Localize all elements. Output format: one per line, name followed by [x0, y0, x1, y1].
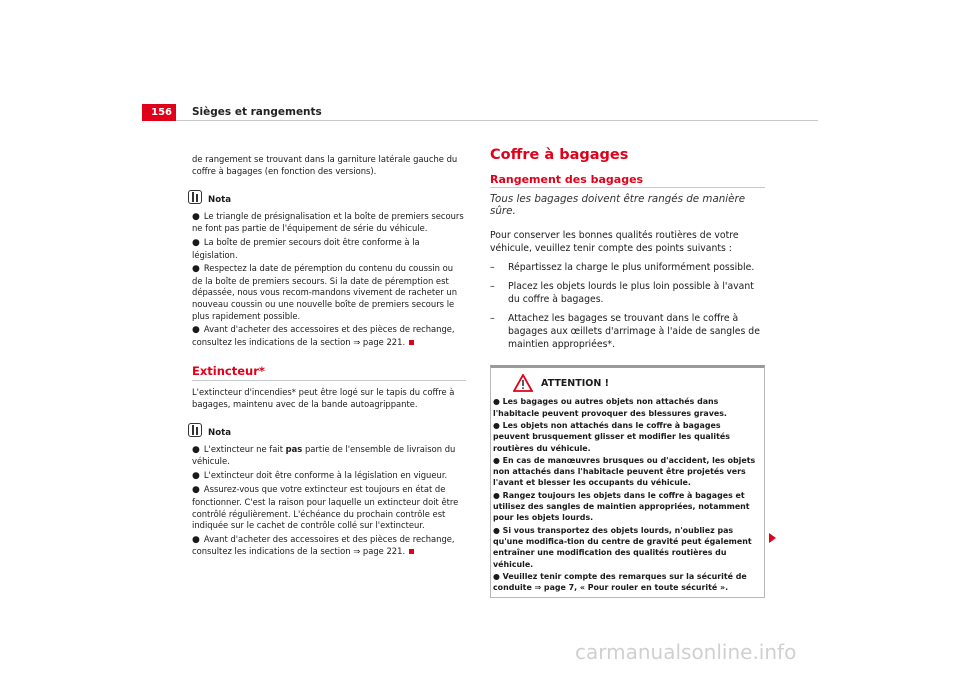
section-end-icon	[409, 340, 414, 345]
list-item: – Attachez les bagages se trouvant dans le coffre à bagages aux œillets d'arrimage à l'aide de sangles de maintien appropriées*.	[490, 313, 760, 351]
warning-box	[490, 365, 765, 598]
list-item: ● Respectez la date de péremption du contenu du coussin ou de la boîte de premiers secours. Si la date de péremption est dépassée, nous vous recom-mandons vivement de racheter un nouveau coussin ou une nouvelle boîte de premiers secours le plus rapidement possible.	[192, 263, 458, 321]
dash-icon: –	[490, 313, 495, 325]
bullet-icon: ●	[192, 237, 200, 248]
list-item: – Répartissez la charge le plus uniformément possible.	[490, 262, 755, 274]
bullet-icon: ●	[192, 325, 200, 336]
page-header-title: Sièges et rangements	[192, 106, 322, 118]
note-icon	[188, 423, 202, 437]
bullet-icon: ●	[192, 470, 200, 481]
warning-item: ● En cas de manœuvres brusques ou d'accident, les objets non attachés dans l'habitacle peuvent être projetés vers l'avant et blesser les occupants du véhicule.	[493, 455, 756, 488]
section-title-extincteur: Extincteur*	[192, 366, 466, 381]
nota-label: Nota	[208, 195, 232, 206]
main-section-title: Coffre à bagages	[490, 147, 629, 163]
bullet-icon: ●	[192, 485, 200, 496]
intro-text: de rangement se trouvant dans la garniture latérale gauche du coffre à bagages (en fonction des versions).	[192, 154, 458, 176]
left-column	[192, 154, 466, 558]
warning-label: ATTENTION !	[541, 377, 609, 389]
list-item: ● Assurez-vous que votre extincteur est toujours en état de fonctionner. C'est la raison pour laquelle un extincteur doit être contrôlé régulièrement. L'échéance du prochain contrôle est indiquée sur le cachet de contrôle collé sur l'extincteur.	[192, 484, 459, 531]
list-item: – Placez les objets lourds le plus loin possible à l'avant du coffre à bagages.	[490, 281, 754, 306]
list-item: ● La boîte de premier secours doit être conforme à la législation.	[192, 236, 420, 260]
list-item: ● L'extincteur doit être conforme à la législation en vigueur.	[192, 469, 448, 481]
header-rule	[176, 120, 818, 121]
nota-heading	[192, 420, 466, 440]
sub-section-title: Rangement des bagages	[490, 174, 765, 189]
watermark: carmanualsonline.info	[575, 640, 797, 664]
dash-icon: –	[490, 262, 495, 274]
warning-heading	[513, 374, 758, 392]
section-end-icon	[409, 549, 414, 554]
bullet-icon: ●	[493, 525, 503, 535]
nota-heading	[192, 187, 466, 207]
bullet-icon: ●	[493, 397, 503, 407]
bullet-icon: ●	[493, 571, 503, 581]
page-number: 156	[142, 104, 176, 121]
warning-item: ● Si vous transportez des objets lourds, n'oubliez pas qu'une modifica-tion du centre de gravité peut également entraîner une modification des qualités routières du véhicule.	[493, 525, 752, 569]
bullet-icon: ●	[192, 534, 200, 545]
warning-item: ● Rangez toujours les objets dans le coffre à bagages et utilisez des sangles de maintien appropriées, notamment pour les objets lourds.	[493, 490, 750, 523]
lead-text: Tous les bagages doivent être rangés de manière sûre.	[490, 193, 746, 217]
list-item: ● Le triangle de présignalisation et la boîte de premiers secours ne font pas partie de l'équipement de série du véhicule.	[192, 210, 464, 234]
warning-item: ● Les objets non attachés dans le coffre à bagages peuvent brusquement glisser et modifier les qualités routières du véhicule.	[493, 420, 730, 453]
extincteur-text: L'extincteur d'incendies* peut être logé sur le tapis du coffre à bagages, maintenu avec de la bande autoagrippante.	[192, 386, 455, 409]
warning-triangle-icon	[513, 374, 533, 392]
bullet-icon: ●	[493, 455, 503, 465]
list-item: ● Avant d'acheter des accessoires et des pièces de rechange, consultez les indications de la section ⇒ page 221.	[192, 533, 455, 557]
warning-item: ● Veuillez tenir compte des remarques sur la sécurité de conduite ⇒ page 7, « Pour rouler en toute sécurité ».	[493, 571, 747, 593]
note-icon	[188, 190, 202, 204]
nota-label: Nota	[208, 428, 232, 439]
warning-item: ● Les bagages ou autres objets non attachés dans l'habitacle peuvent provoquer des blessures graves.	[493, 397, 727, 418]
next-page-arrow-icon[interactable]	[769, 533, 776, 543]
bullet-icon: ●	[192, 264, 200, 275]
bullet-icon: ●	[493, 490, 503, 500]
intro-text: Pour conserver les bonnes qualités routières de votre véhicule, veuillez tenir compte des points suivants :	[490, 230, 739, 255]
list-item: ● Avant d'acheter des accessoires et des pièces de rechange, consultez les indications de la section ⇒ page 221.	[192, 324, 455, 347]
bullet-icon: ●	[493, 420, 503, 430]
bullet-icon: ●	[192, 211, 200, 222]
dash-icon: –	[490, 281, 495, 293]
right-column	[490, 147, 765, 598]
bullet-icon: ●	[192, 444, 200, 455]
list-item: ● L'extincteur ne fait pas partie de l'ensemble de livraison du véhicule.	[192, 443, 456, 467]
